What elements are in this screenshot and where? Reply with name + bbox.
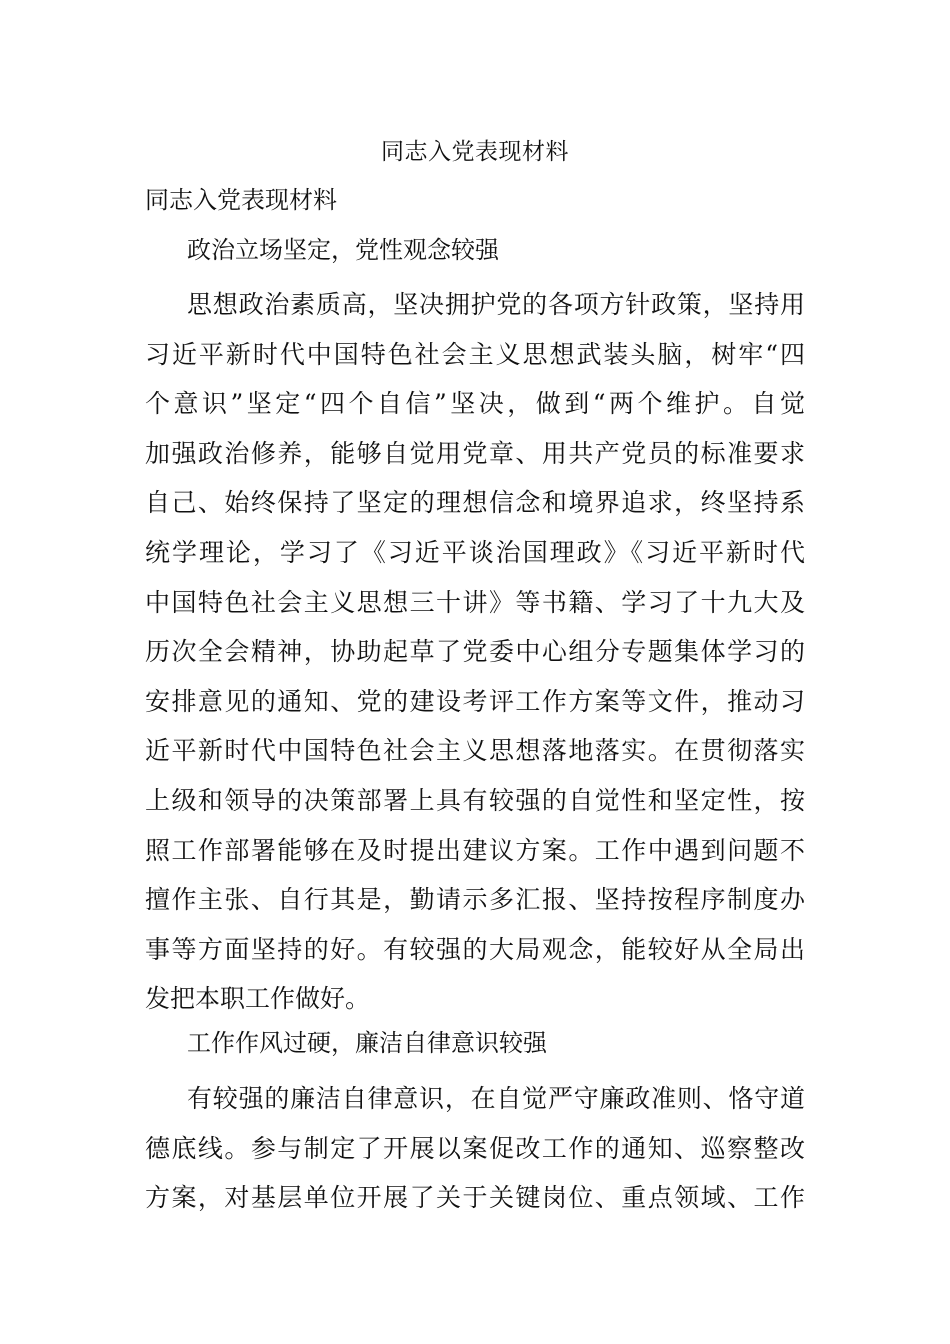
paragraph-line: 个意识”坚定“四个自信”坚决，做到“两个维护。自觉 xyxy=(145,389,805,419)
section-heading-political: 政治立场坚定，党性观念较强 xyxy=(187,236,499,264)
paragraph-line: 统学理论，学习了《习近平谈治国理政》《习近平新时代 xyxy=(145,537,805,567)
paragraph-line: 照工作部署能够在及时提出建议方案。工作中遇到问题不 xyxy=(145,835,805,865)
paragraph-line: 历次全会精神，协助起草了党委中心组分专题集体学习的 xyxy=(145,637,805,667)
paragraph-line: 中国特色社会主义思想三十讲》等书籍、学习了十九大及 xyxy=(145,587,805,617)
section-body-political xyxy=(145,280,805,1024)
paragraph-line: 方案，对基层单位开展了关于关键岗位、重点领域、工作 xyxy=(145,1183,805,1213)
paragraph-line: 擅作主张、自行其是，勤请示多汇报、坚持按程序制度办 xyxy=(145,885,805,915)
paragraph-line: 安排意见的通知、党的建设考评工作方案等文件，推动习 xyxy=(145,686,805,716)
paragraph-line: 事等方面坚持的好。有较强的大局观念，能较好从全局出 xyxy=(145,934,805,964)
paragraph-line: 思想政治素质高，坚决拥护党的各项方针政策，坚持用 xyxy=(187,290,805,319)
paragraph-line: 发把本职工作做好。 xyxy=(145,984,371,1014)
paragraph-line: 加强政治修养，能够自觉用党章、用共产党员的标准要求 xyxy=(145,438,805,468)
section-heading-conduct: 工作作风过硬，廉洁自律意识较强 xyxy=(187,1029,547,1057)
section-body-conduct xyxy=(145,1074,805,1223)
paragraph-line: 习近平新时代中国特色社会主义思想武装头脑，树牢“四 xyxy=(145,339,805,369)
paragraph-line: 近平新时代中国特色社会主义思想落地落实。在贯彻落实 xyxy=(145,736,805,766)
document-subtitle: 同志入党表现材料 xyxy=(145,186,337,214)
paragraph-line: 有较强的廉洁自律意识，在自觉严守廉政准则、恪守道 xyxy=(187,1084,805,1113)
document-title: 同志入党表现材料 xyxy=(381,139,569,165)
paragraph-line: 上级和领导的决策部署上具有较强的自觉性和坚定性，按 xyxy=(145,785,805,815)
paragraph-line: 德底线。参与制定了开展以案促改工作的通知、巡察整改 xyxy=(145,1133,805,1163)
paragraph-line: 自己、始终保持了坚定的理想信念和境界追求，终坚持系 xyxy=(145,488,805,518)
